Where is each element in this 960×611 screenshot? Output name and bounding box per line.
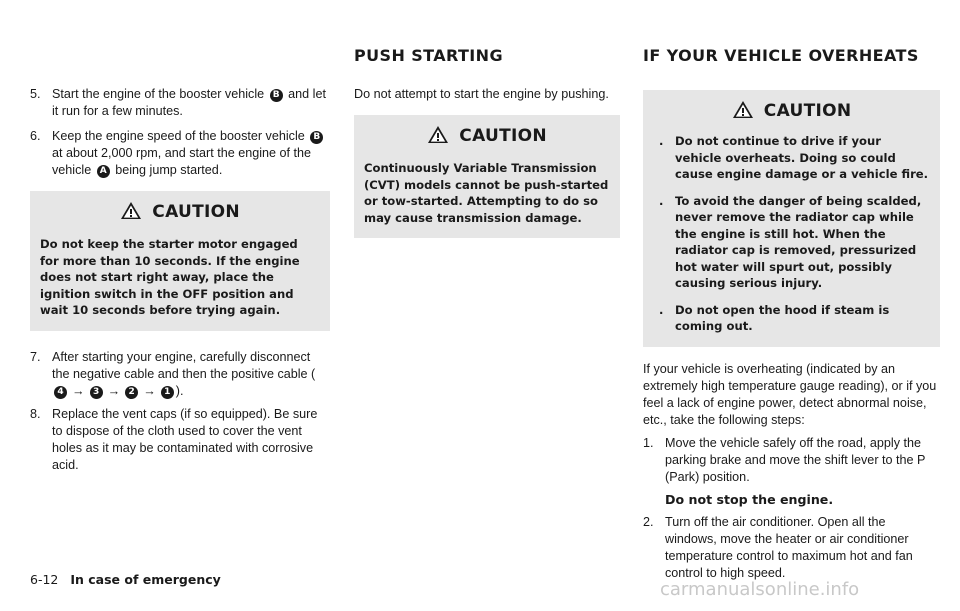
warning-triangle-icon [120,201,142,220]
page-number: 6-12 [30,572,59,587]
callout-b-icon: B [270,89,283,102]
arrow-right-icon: → [143,383,156,398]
callout-3-icon: 3 [90,386,103,399]
caution-bullet: . Do not continue to drive if your vehicle overheats. Doing so could cause engine damage or a vehicle fire. [659,134,929,181]
step-6: 6. Keep the engine speed of the booster vehicle B at about 2,000 rpm, and start the engine of the vehicle A being jump started. [30,128,330,179]
callout-4-icon: 4 [54,386,67,399]
caution-box-cvt: CAUTION Continuously Variable Transmission (CVT) models cannot be push-started or tow-started. Attempting to do so may cause transmission damage. [354,115,620,238]
heading-push-starting: PUSH STARTING [354,46,503,65]
step-1: 1. Move the vehicle safely off the road, apply the parking brake and move the shift lever to the P (Park) position. [643,435,926,484]
callout-1-icon: 1 [161,386,174,399]
arrow-right-icon: → [107,383,121,398]
callout-a-icon: A [97,165,110,178]
column-3 [643,0,940,582]
step-8: 8. Replace the vent caps (if so equipped). Be sure to dispose of the cloth used to cover the vent holes as it may be contaminated with corrosive acid. [30,406,318,472]
callout-2-icon: 2 [125,386,138,399]
section-title: In case of emergency [70,572,221,587]
arrow-right-icon: → [72,383,85,398]
caution-heading: CAUTION [364,115,610,158]
step-7: 7. After starting your engine, carefully disconnect the negative cable and then the positive cable (4 → 3 → 2 → 1 ). [30,349,316,398]
heading-vehicle-overheats: IF YOUR VEHICLE OVERHEATS [643,46,919,65]
callout-b-icon: B [310,131,323,144]
caution-bullet: . Do not open the hood if steam is coming out. [659,302,890,333]
caution-heading: CAUTION [653,90,930,133]
push-start-intro: Do not attempt to start the engine by pushing. [354,87,609,101]
bullet-dot-icon: . [659,302,664,317]
bullet-dot-icon: . [659,134,664,148]
step-1-warning: Do not stop the engine. [665,491,834,507]
column-1 [30,0,330,474]
overheat-intro: If your vehicle is overheating (indicated by an extremely high temperature gauge reading), or if you feel a lack of engine power, detect abnormal noise, etc., take the following steps: [643,361,937,427]
warning-triangle-icon [732,100,754,119]
caution-heading: CAUTION [40,191,320,234]
step-2: 2. Turn off the air conditioner. Open all the windows, move the heater or air conditioner temperature control to maximum hot and fan control to high speed. [643,514,913,580]
bullet-dot-icon: . [659,193,664,208]
caution-box-starter: CAUTION Do not keep the starter motor engaged for more than 10 seconds. If the engine does not start right away, place the ignition switch in the OFF position and wait 10 seconds before trying again. [30,191,330,331]
caution-box-overheat [643,90,940,347]
warning-triangle-icon [427,125,449,144]
page-footer [30,572,221,587]
watermark: carmanualsonline.info [660,579,860,600]
step-5: 5. Start the engine of the booster vehicle B and let it run for a few minutes. [30,87,326,118]
column-2 [354,0,620,238]
caution-bullet: . To avoid the danger of being scalded, never remove the radiator cap while the engine is still hot. When the radiator cap is removed, pressurized hot water will spurt out, possibly causing serious injury. [659,193,922,290]
